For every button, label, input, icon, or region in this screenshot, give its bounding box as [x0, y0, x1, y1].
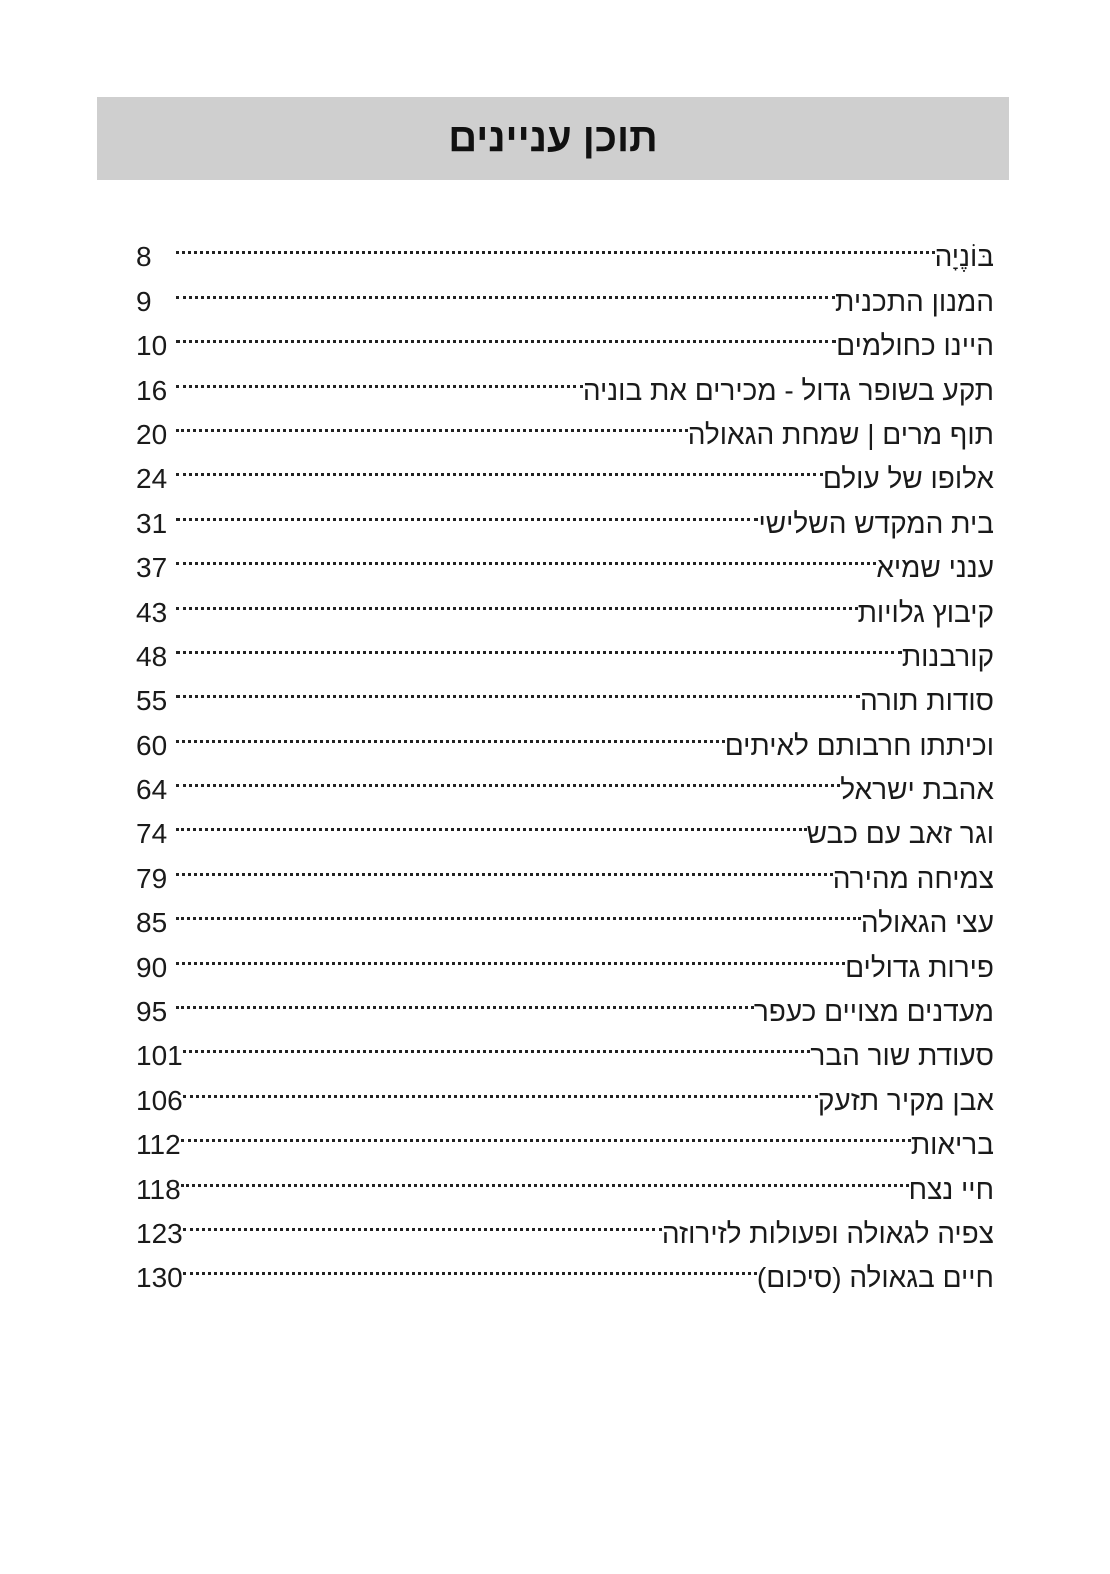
- toc-dot-leader: [176, 888, 861, 932]
- toc-entry-page: 85: [136, 907, 168, 939]
- toc-dot-leader: [176, 311, 836, 355]
- toc-dot-leader: [176, 843, 833, 887]
- toc-dot-leader: [176, 222, 935, 266]
- toc-dot-leader: [176, 577, 858, 621]
- toc-entry-title: צמיחה מהירה: [832, 862, 994, 894]
- toc-entry-title: היינו כחולמים: [836, 330, 994, 362]
- table-of-contents: [136, 222, 994, 1294]
- toc-dot-leader: [181, 1110, 911, 1154]
- toc-entry: [136, 533, 994, 584]
- toc-entry: [136, 1110, 994, 1161]
- toc-entry-title: עצי הגאולה: [860, 907, 994, 939]
- toc-dot-leader: [183, 1243, 757, 1287]
- toc-dot-leader: [176, 266, 835, 310]
- toc-entry-title: קורבנות: [901, 640, 994, 672]
- toc-entry-title: אלופו של עולם: [822, 463, 994, 495]
- toc-entry-page: 37: [136, 552, 168, 584]
- toc-entry-page: 112: [136, 1129, 181, 1161]
- toc-dot-leader: [176, 533, 876, 577]
- toc-entry-page: 31: [136, 507, 168, 539]
- toc-entry-page: 118: [136, 1173, 181, 1205]
- toc-dot-leader: [183, 1021, 811, 1065]
- toc-entry-title: סודות תורה: [859, 685, 994, 717]
- toc-entry-page: 48: [136, 640, 168, 672]
- toc-dot-leader: [183, 1199, 662, 1243]
- toc-dot-leader: [176, 710, 725, 754]
- toc-dot-leader: [183, 1065, 818, 1109]
- toc-entry: [136, 622, 994, 672]
- toc-dot-leader: [181, 1154, 909, 1198]
- toc-entry: [136, 1154, 994, 1205]
- toc-entry-title: ענני שמיא: [876, 552, 994, 584]
- toc-entry-title: וכיתתו חרבותם לאיתים: [724, 729, 994, 761]
- toc-entry-page: 79: [136, 862, 168, 894]
- toc-entry-page: 95: [136, 996, 168, 1028]
- toc-entry-title: המנון התכנית: [835, 285, 994, 317]
- toc-entry-page: 16: [136, 374, 168, 406]
- toc-entry-page: 101: [136, 1040, 183, 1072]
- toc-entry: [136, 222, 994, 273]
- toc-entry-title: בית המקדש השלישי: [758, 507, 994, 539]
- toc-dot-leader: [176, 666, 860, 710]
- toc-entry-title: חיי נצח: [908, 1173, 994, 1205]
- toc-entry-page: 9: [136, 285, 152, 317]
- toc-entry-title: בריאות: [910, 1129, 994, 1161]
- toc-entry: [136, 1199, 994, 1249]
- toc-entry-title: מעדנים מצויים כעפר: [753, 996, 994, 1028]
- toc-entry-title: אהבת ישראל: [840, 774, 994, 806]
- toc-entry: [136, 266, 994, 317]
- toc-dot-leader: [176, 444, 823, 488]
- toc-entry-page: 24: [136, 463, 168, 495]
- toc-dot-leader: [176, 488, 758, 532]
- toc-entry-page: 60: [136, 729, 168, 761]
- toc-entry-title: תקע בשופר גדול - מכירים את בוניה: [582, 374, 994, 406]
- toc-entry-title: סעודת שור הבר: [810, 1040, 994, 1072]
- toc-entry-page: 55: [136, 685, 168, 717]
- toc-dot-leader: [176, 755, 840, 799]
- toc-entry-title: פירות גדולים: [845, 951, 994, 983]
- toc-entry-page: 74: [136, 818, 168, 850]
- toc-entry-page: 20: [136, 418, 168, 450]
- toc-entry-title: חיים בגאולה (סיכום): [756, 1262, 994, 1294]
- toc-entry-page: 130: [136, 1262, 183, 1294]
- toc-entry: [136, 666, 994, 717]
- toc-entry-title: קיבוץ גלויות: [857, 596, 994, 628]
- toc-entry-page: 123: [136, 1217, 183, 1249]
- toc-entry-title: צפיה לגאולה ופעולות לזירוזה: [661, 1217, 994, 1249]
- toc-dot-leader: [176, 622, 902, 666]
- toc-entry-title: אבן מקיר תזעק: [817, 1084, 994, 1116]
- page-title: תוכן עניינים: [448, 116, 658, 160]
- toc-dot-leader: [176, 400, 688, 444]
- toc-entry-title: וגר זאב עם כבש: [806, 818, 994, 850]
- toc-entry-title: תוף מרים | שמחת הגאולה: [687, 418, 994, 450]
- toc-entry-page: 43: [136, 596, 168, 628]
- toc-dot-leader: [176, 799, 807, 843]
- title-bar: [97, 97, 1009, 180]
- toc-entry-page: 10: [136, 330, 168, 362]
- toc-dot-leader: [176, 977, 754, 1021]
- toc-dot-leader: [176, 932, 845, 976]
- toc-entry-page: 106: [136, 1084, 183, 1116]
- toc-entry: [136, 577, 994, 628]
- toc-entry-page: 64: [136, 774, 168, 806]
- toc-entry-title: בּוֹנֶיָה: [934, 241, 994, 273]
- toc-entry-page: 90: [136, 951, 168, 983]
- toc-dot-leader: [176, 355, 583, 399]
- toc-entry-page: 8: [136, 241, 152, 273]
